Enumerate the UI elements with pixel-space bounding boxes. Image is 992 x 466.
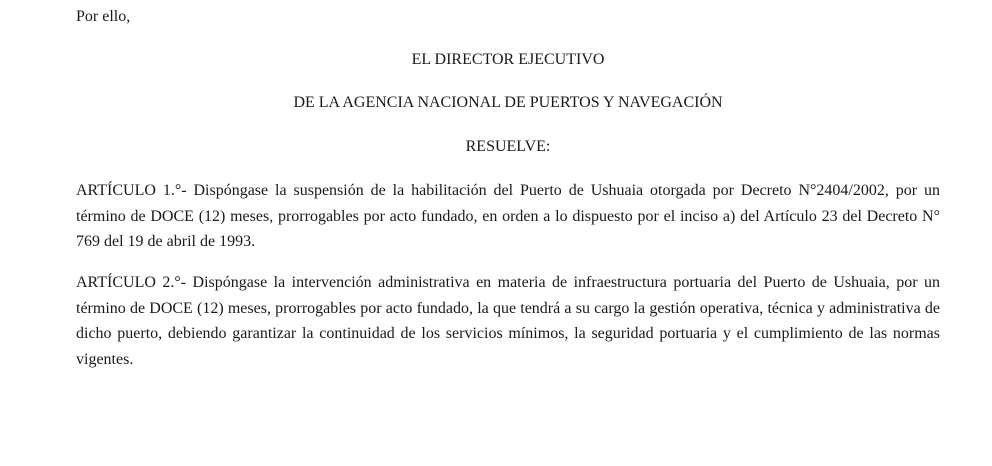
heading-line-director: EL DIRECTOR EJECUTIVO (411, 51, 605, 68)
intro-text: Por ello, (76, 8, 131, 25)
heading-line-resolves: RESUELVE: (465, 138, 551, 155)
heading-line-agency: DE LA AGENCIA NACIONAL DE PUERTOS Y NAVEGACIÓN (293, 94, 723, 111)
article-2: ARTÍCULO 2.°- Dispóngase la intervención administrativa en materia de infraestructura portuaria del Puerto de Ushuaia, por un término de DOCE (12) meses, prorrogables por acto fundado, la que tendrá a su cargo la gestión operativa, técnica y administrativa de dicho puerto, debiendo garantizar la continuidad de los servicios mínimos, la seguridad portuaria y el cumplimiento de las normas vigentes. (76, 274, 940, 368)
article-1: ARTÍCULO 1.°- Dispóngase la suspensión de la habilitación del Puerto de Ushuaia otorgada por Decreto N°2404/2002, por un término de DOCE (12) meses, prorrogables por acto fundado, en orden a lo dispuesto por el inciso a) del Artículo 23 del Decreto N° 769 del 19 de abril de 1993. (76, 182, 940, 250)
